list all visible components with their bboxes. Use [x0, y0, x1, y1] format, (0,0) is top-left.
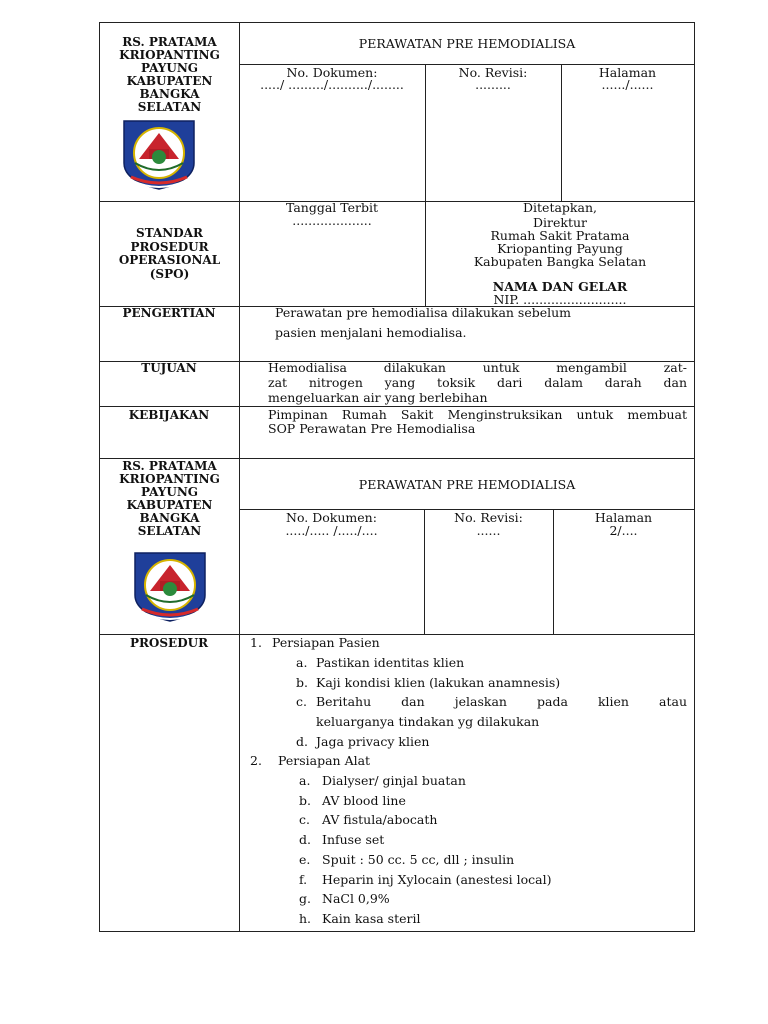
approval-line: Rumah Sakit Pratama — [490, 228, 630, 243]
header2-page-value: 2/.... — [609, 523, 638, 538]
item-letter: a. — [296, 655, 308, 670]
header1-page-label: Halaman — [598, 65, 657, 80]
spo-name-label: NAMA DAN GELAR — [492, 279, 628, 294]
spo-label: STANDAR PROSEDUR OPERASIONAL (SPO) — [118, 226, 221, 281]
item-letter: c. — [299, 812, 310, 827]
header2-title: PERAWATAN PRE HEMODIALISA — [358, 477, 576, 492]
list-item: Kain kasa steril — [322, 911, 421, 926]
header1-rev-value: ......... — [475, 77, 511, 92]
pengertian-line-2: pasien menjalani hemodialisa. — [275, 325, 467, 340]
header1-title: PERAWATAN PRE HEMODIALISA — [358, 36, 576, 51]
list-item: Jaga privacy klien — [316, 734, 430, 749]
header1-doc-value: ...../ ........./........../........ — [260, 77, 404, 92]
approval-line: Kriopanting Payung — [497, 241, 623, 256]
header1-doc-label: No. Dokumen: — [286, 65, 378, 80]
item-letter: b. — [299, 793, 311, 808]
list-item: Kaji kondisi klien (lakukan anamnesis) — [316, 675, 561, 690]
list-item: NaCl 0,9% — [322, 891, 390, 906]
spo-date-value: .................... — [292, 213, 372, 228]
section-2-title: Persiapan Alat — [278, 753, 371, 768]
kebijakan-line-1: Pimpinan Rumah Sakit Menginstruksikan untuk membuat — [268, 407, 687, 422]
item-letter: c. — [296, 694, 307, 709]
tujuan-label: TUJUAN — [141, 361, 197, 375]
header2-doc-value: ...../..... /...../.... — [285, 523, 378, 538]
pengertian-label: PENGERTIAN — [122, 306, 216, 320]
list-item: Heparin inj Xylocain (anestesi local) — [322, 872, 552, 887]
list-item: AV fistula/abocath — [322, 812, 438, 827]
list-item: Spuit : 50 cc. 5 cc, dll ; insulin — [322, 852, 515, 867]
header1-page-value: ....../...... — [601, 77, 654, 92]
item-letter: g. — [299, 891, 311, 906]
prosedur-label: PROSEDUR — [129, 636, 209, 650]
section-2-number: 2. — [250, 753, 262, 768]
regency-logo-icon — [132, 551, 208, 623]
list-item: Dialyser/ ginjal buatan — [322, 773, 466, 788]
approval-line: Kabupaten Bangka Selatan — [473, 254, 647, 269]
kebijakan-label: KEBIJAKAN — [128, 408, 210, 422]
header2-rev-value: ...... — [476, 523, 501, 538]
pengertian-line-1: Perawatan pre hemodialisa dilakukan sebelum — [275, 305, 572, 320]
list-item: Infuse set — [322, 832, 385, 847]
border-bottom — [99, 931, 695, 932]
list-item: Pastikan identitas klien — [316, 655, 465, 670]
header1-rev-label: No. Revisi: — [458, 65, 528, 80]
item-letter: d. — [299, 832, 311, 847]
hospital-name-2: RS. PRATAMA KRIOPANTING PAYUNG KABUPATEN BANGKA SELATAN — [119, 459, 220, 538]
approval-line: Ditetapkan, — [523, 200, 597, 215]
item-letter: f. — [299, 872, 308, 887]
section-1-title: Persiapan Pasien — [272, 635, 380, 650]
kebijakan-line-2: SOP Perawatan Pre Hemodialisa — [268, 421, 476, 436]
item-letter: e. — [299, 852, 311, 867]
header2-doc-label: No. Dokumen: — [286, 510, 377, 525]
item-letter: h. — [299, 911, 312, 926]
list-item: keluarganya tindakan yg dilakukan — [316, 714, 540, 729]
header2-page-label: Halaman — [594, 510, 653, 525]
tujuan-line-2: zat nitrogen yang toksik dari dalam darah dan — [268, 375, 687, 390]
regency-logo-icon — [121, 119, 197, 191]
hospital-name-1: RS. PRATAMA KRIOPANTING PAYUNG KABUPATEN BANGKA SELATAN — [119, 35, 220, 114]
approval-line: Direktur — [532, 215, 588, 230]
spo-nip: NIP. .......................... — [493, 292, 627, 307]
item-letter: b. — [296, 675, 308, 690]
tujuan-line-3: mengeluarkan air yang berlebihan — [268, 390, 488, 405]
spo-approval — [425, 200, 695, 268]
section-1-number: 1. — [250, 635, 262, 650]
list-item: Beritahu dan jelaskan pada klien atau — [316, 694, 687, 709]
spo-date-label: Tanggal Terbit — [285, 200, 379, 215]
item-letter: d. — [296, 734, 308, 749]
border-top — [99, 22, 695, 23]
header2-rev-label: No. Revisi: — [454, 510, 523, 525]
list-item: AV blood line — [322, 793, 406, 808]
tujuan-line-1: Hemodialisa dilakukan untuk mengambil zat- — [268, 360, 687, 375]
item-letter: a. — [299, 773, 311, 788]
